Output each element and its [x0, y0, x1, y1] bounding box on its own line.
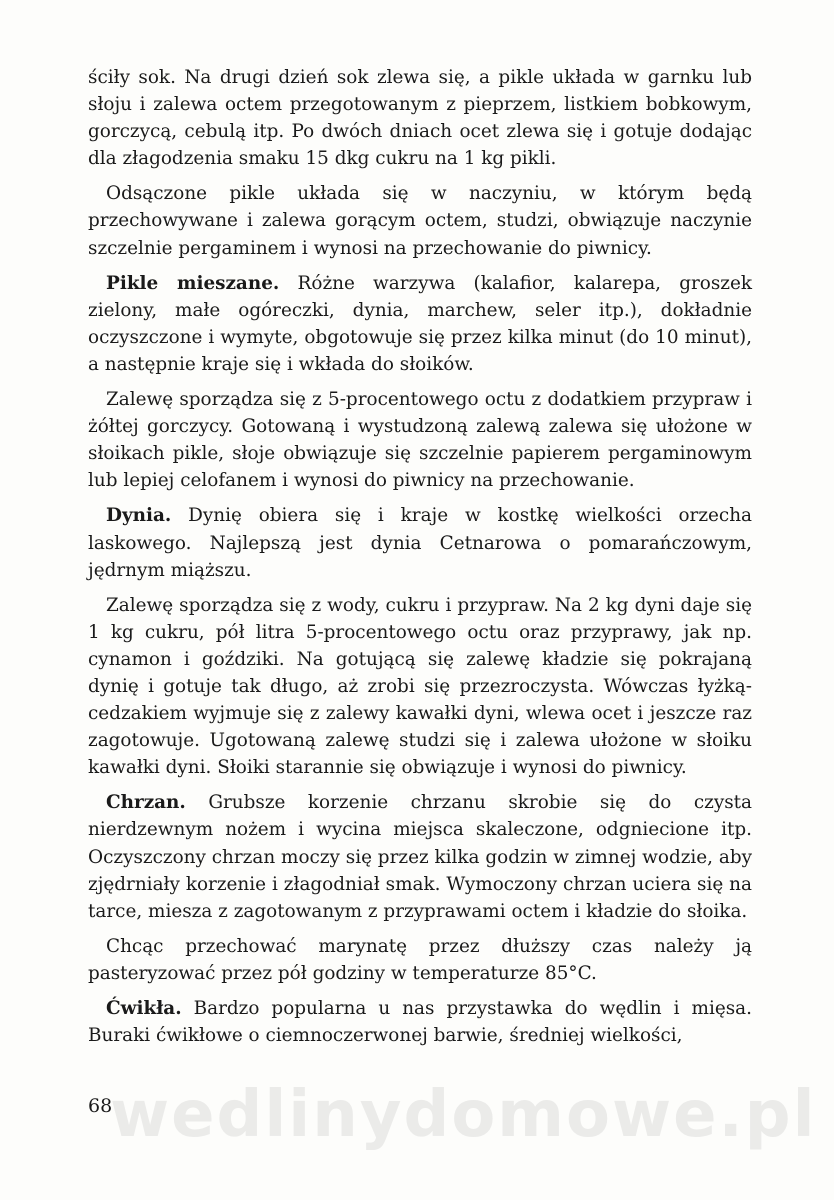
paragraph-text: Chcąc przechować marynatę przez dłuższy czas należy ją pasteryzować przez pół godziny w temperaturze 85°C. [88, 935, 752, 984]
body-text [88, 64, 752, 1057]
paragraph-text: ściły sok. Na drugi dzień sok zlewa się, a pikle układa w garnku lub słoju i zalewa octem przegotowanym z pieprzem, listkiem bobkowym, gorczycą, cebulą itp. Po dwóch dniach ocet zlewa się i gotuje dodając dla złagodzenia smaku 15 dkg cukru na 1 kg pikli. [88, 67, 752, 170]
paragraph [88, 995, 752, 1049]
paragraph [88, 270, 752, 378]
paragraph-heading: Dynia. [106, 505, 172, 527]
paragraph-heading: Chrzan. [106, 792, 186, 814]
paragraph [88, 789, 752, 924]
paragraph-heading: Pikle mieszane. [106, 272, 280, 294]
paragraph [88, 64, 752, 172]
paragraph [88, 592, 752, 782]
paragraph-text: Zalewę sporządza się z 5-procentowego octu z dodatkiem przypraw i żółtej gorczycy. Gotowaną i wystudzoną zalewą zalewa się ułożone w słoikach pikle, słoje obwiązuje się szczelnie papierem pergaminowym lub lepiej celofanem i wynosi do piwnicy na przechowanie. [88, 389, 752, 492]
paragraph-text: Różne warzywa (kalafior, kalarepa, groszek zielony, małe ogóreczki, dynia, marchew, seler itp.), dokładnie oczyszczone i wymyte, obgotowuje się przez kilka minut (do 10 minut), a następnie kraje się i wkłada do słoików. [88, 272, 752, 375]
paragraph-text: Grubsze korzenie chrzanu skrobie się do czysta nierdzewnym nożem i wycina miejsca skaleczone, odgniecione itp. Oczyszczony chrzan moczy się przez kilka godzin w zimnej wodzie, aby zjędrniały korzenie i złagodniał smak. Wymoczony chrzan uciera się na tarce, miesza z zagotowanym z przyprawami octem i kładzie do słoika. [88, 792, 752, 922]
paragraph [88, 180, 752, 261]
watermark: wedlinydomowe.pl [110, 1078, 817, 1152]
paragraph-text: Dynię obiera się i kraje w kostkę wielkości orzecha laskowego. Najlepszą jest dynia Cetnarowa o pomarańczowym, jędrnym miąższu. [88, 505, 752, 581]
paragraph-text: Bardzo popularna u nas przystawka do wędlin i mięsa. Buraki ćwikłowe o ciemnoczerwonej barwie, średniej wielkości, [88, 998, 752, 1047]
paragraph [88, 386, 752, 494]
paragraph-text: Zalewę sporządza się z wody, cukru i przypraw. Na 2 kg dyni daje się 1 kg cukru, pół litra 5-procentowego octu oraz przyprawy, jak np. cynamon i goździki. Na gotującą się zalewę kładzie się pokrajaną dynię i gotuje tak długo, aż zrobi się przezroczysta. Wówczas łyżką-cedzakiem wyjmuje się z zalewy kawałki dyni, wlewa ocet i jeszcze raz zagotowuje. Ugotowaną zalewę studzi się i zalewa ułożone w słoiku kawałki dyni. Słoiki starannie się obwiązuje i wynosi do piwnicy. [88, 594, 752, 779]
paragraph-heading: Ćwikła. [106, 998, 182, 1019]
paragraph [88, 502, 752, 583]
paragraph-text: Odsączone pikle układa się w naczyniu, w którym będą przechowywane i zalewa gorącym octem, studzi, obwiązuje naczynie szczelnie pergaminem i wynosi na przechowanie do piwnicy. [88, 183, 752, 259]
paragraph [88, 933, 752, 987]
page-number: 68 [88, 1095, 113, 1117]
